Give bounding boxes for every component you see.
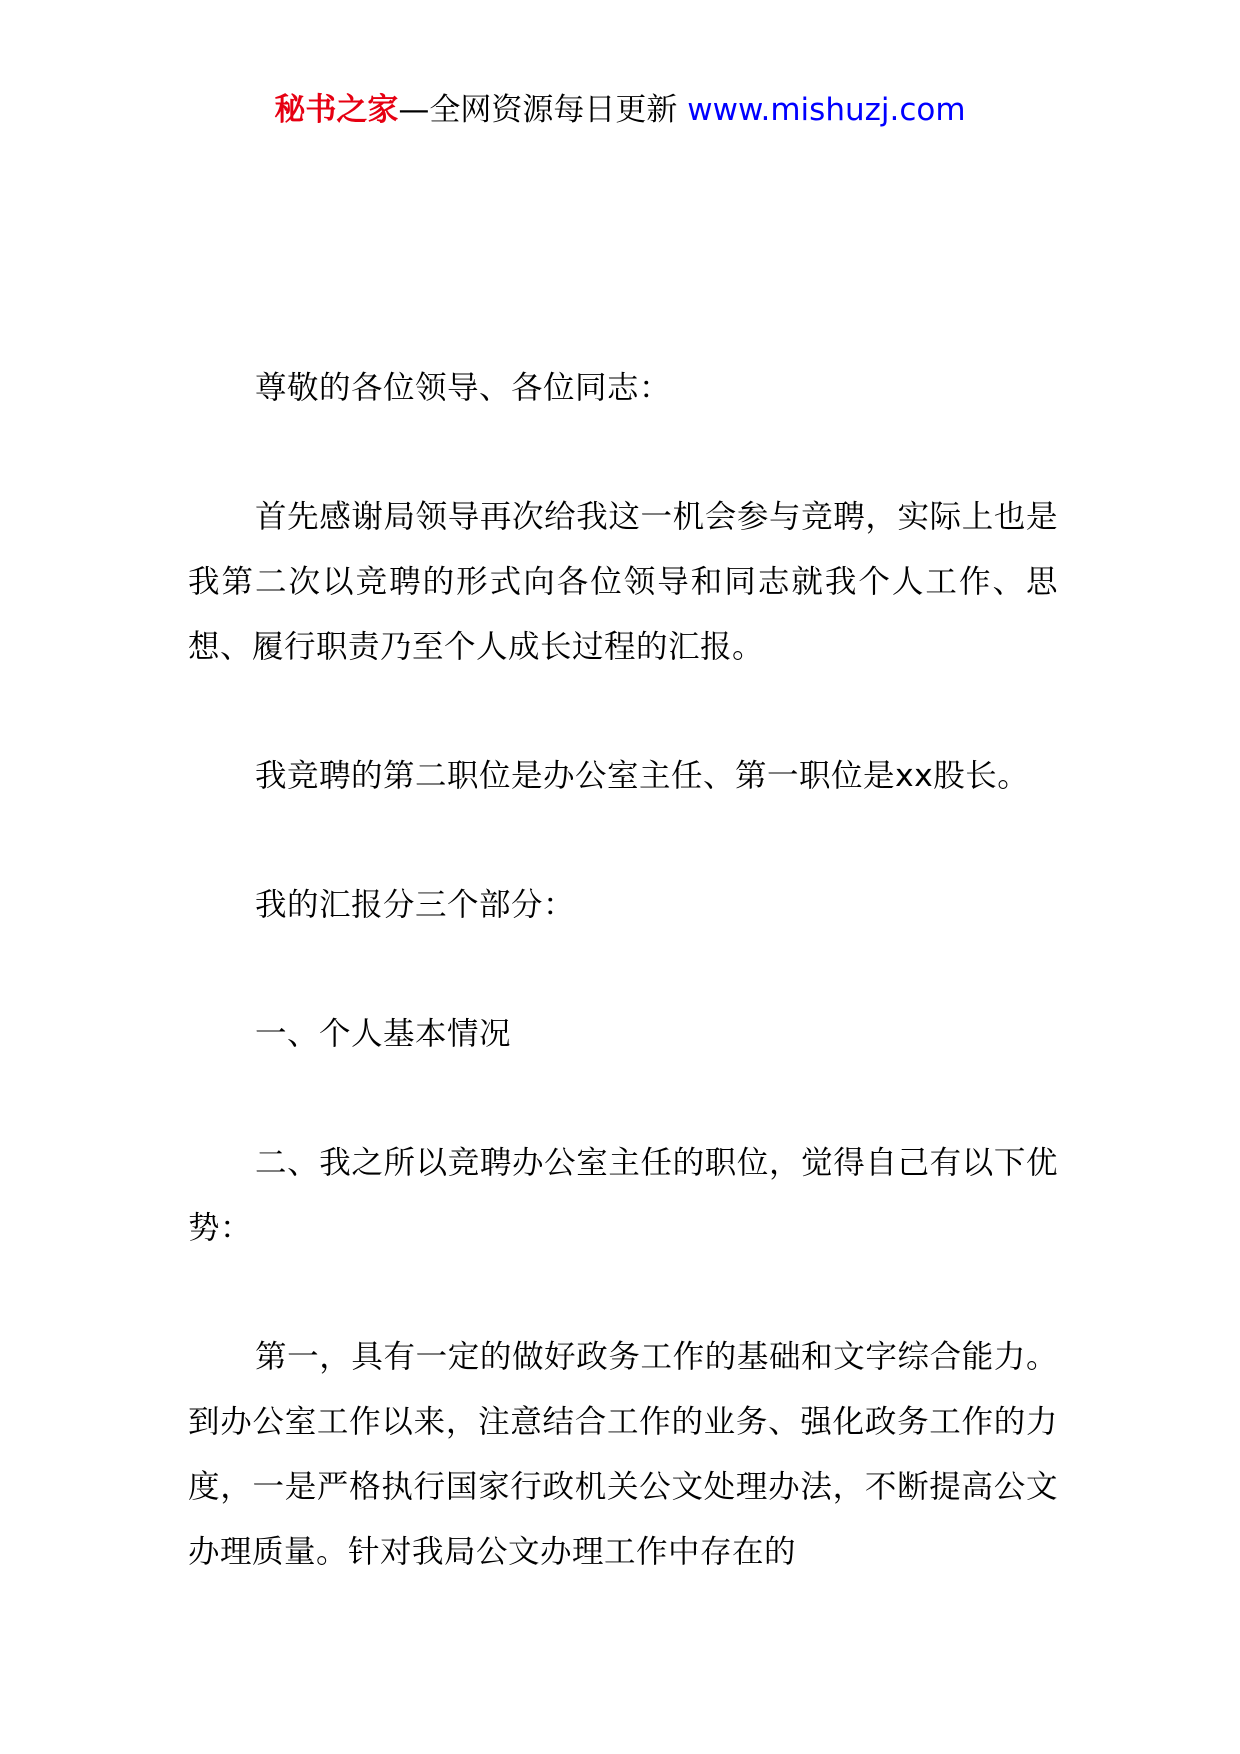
- salutation: 尊敬的各位领导、各位同志：: [255, 370, 672, 406]
- header-tagline: —全网资源每日更新: [398, 92, 688, 128]
- advantage-paragraph-1: 第一，具有一定的做好政务工作的基础和文字综合能力。到办公室工作以来，注意结合工作的业务、强化政务工作的力度，一是严格执行国家行政机关公文处理办法，不断提高公文办理质量。针对我局公文办理工作中存在的: [188, 1339, 1058, 1570]
- section-heading-1: 一、个人基本情况: [255, 1016, 512, 1052]
- intro-paragraph: 首先感谢局领导再次给我这一机会参与竞聘，实际上也是我第二次以竞聘的形式向各位领导和同志就我个人工作、思想、履行职责乃至个人成长过程的汇报。: [188, 499, 1058, 665]
- position-paragraph: 我竞聘的第二职位是办公室主任、第一职位是xx股长。: [255, 758, 1030, 794]
- section-heading-2: 二、我之所以竞聘办公室主任的职位，觉得自己有以下优势：: [188, 1145, 1058, 1246]
- site-header: [0, 88, 1240, 132]
- site-url-link[interactable]: www.mishuzj.com: [687, 92, 966, 128]
- document-body: [188, 356, 1058, 1649]
- report-outline-paragraph: 我的汇报分三个部分：: [255, 887, 576, 923]
- brand-name: 秘书之家: [274, 92, 399, 128]
